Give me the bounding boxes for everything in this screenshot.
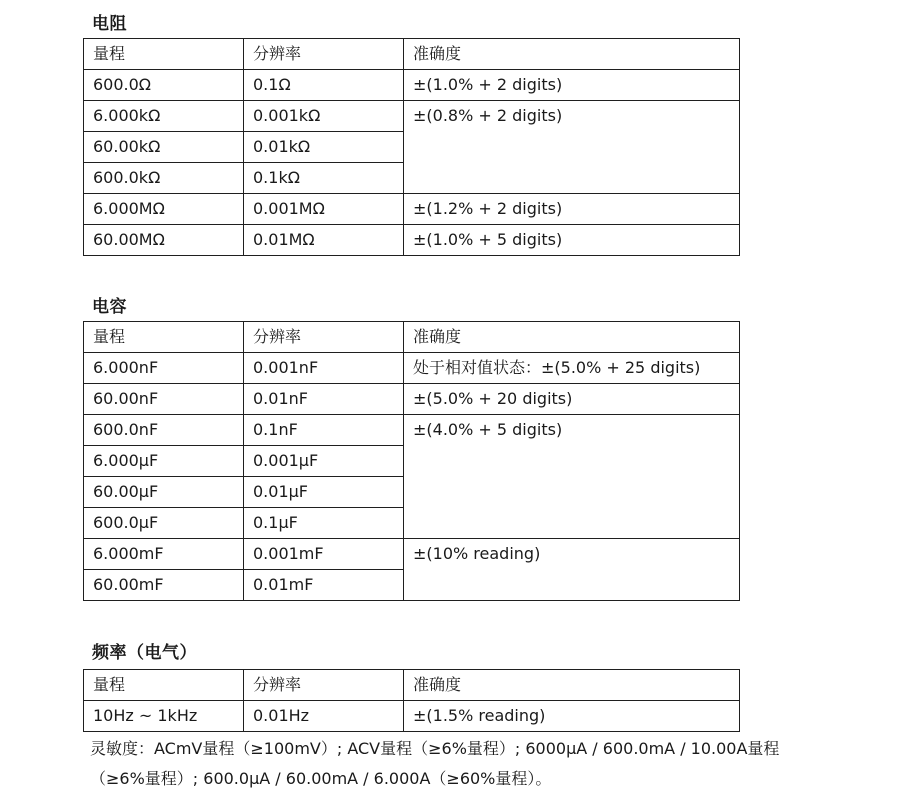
range-cell: 6.000nF xyxy=(84,353,244,384)
header-accuracy: 准确度 xyxy=(404,322,740,353)
table-row xyxy=(84,101,740,132)
table-row xyxy=(84,225,740,256)
accuracy-cell: 处于相对值状态：±(5.0% + 25 digits) xyxy=(404,353,740,384)
resolution-cell: 0.001nF xyxy=(244,353,404,384)
accuracy-cell: ±(5.0% + 20 digits) xyxy=(404,384,740,415)
header-resolution: 分辨率 xyxy=(244,39,404,70)
resolution-cell: 0.01Hz xyxy=(244,701,404,732)
resolution-cell: 0.01nF xyxy=(244,384,404,415)
header-range: 量程 xyxy=(84,670,244,701)
table-row xyxy=(84,415,740,446)
table-row xyxy=(84,194,740,225)
table-row xyxy=(84,384,740,415)
resolution-cell: 0.001MΩ xyxy=(244,194,404,225)
resolution-cell: 0.001mF xyxy=(244,539,404,570)
range-cell: 6.000MΩ xyxy=(84,194,244,225)
range-cell: 6.000kΩ xyxy=(84,101,244,132)
capacitance-table xyxy=(83,321,740,601)
accuracy-cell: ±(10% reading) xyxy=(404,539,740,601)
resolution-cell: 0.001μF xyxy=(244,446,404,477)
resistance-table xyxy=(83,38,740,256)
resistance-section-title: 电阻 xyxy=(92,14,127,34)
accuracy-cell: ±(1.0% + 5 digits) xyxy=(404,225,740,256)
header-accuracy: 准确度 xyxy=(404,670,740,701)
table-row xyxy=(84,70,740,101)
header-range: 量程 xyxy=(84,322,244,353)
range-cell: 600.0Ω xyxy=(84,70,244,101)
frequency-table xyxy=(83,669,740,732)
table-row xyxy=(84,701,740,732)
header-resolution: 分辨率 xyxy=(244,322,404,353)
range-cell: 10Hz ~ 1kHz xyxy=(84,701,244,732)
resolution-cell: 0.001kΩ xyxy=(244,101,404,132)
header-resolution: 分辨率 xyxy=(244,670,404,701)
table-header-row xyxy=(84,670,740,701)
range-cell: 60.00mF xyxy=(84,570,244,601)
capacitance-section-title: 电容 xyxy=(92,297,127,317)
resolution-cell: 0.1kΩ xyxy=(244,163,404,194)
resolution-cell: 0.01μF xyxy=(244,477,404,508)
sensitivity-note-line-2: （≥6%量程）; 600.0μA / 60.00mA / 6.000A（≥60%量程）。 xyxy=(90,769,552,788)
table-header-row xyxy=(84,39,740,70)
resolution-cell: 0.1μF xyxy=(244,508,404,539)
resolution-cell: 0.01kΩ xyxy=(244,132,404,163)
accuracy-cell: ±(1.2% + 2 digits) xyxy=(404,194,740,225)
sensitivity-note-line-1: 灵敏度：ACmV量程（≥100mV）; ACV量程（≥6%量程）; 6000μA / 600.0mA / 10.00A量程 xyxy=(90,739,780,758)
table-header-row xyxy=(84,322,740,353)
accuracy-cell: ±(4.0% + 5 digits) xyxy=(404,415,740,539)
accuracy-cell: ±(1.5% reading) xyxy=(404,701,740,732)
accuracy-cell: ±(1.0% + 2 digits) xyxy=(404,70,740,101)
range-cell: 6.000μF xyxy=(84,446,244,477)
header-accuracy: 准确度 xyxy=(404,39,740,70)
range-cell: 6.000mF xyxy=(84,539,244,570)
range-cell: 600.0nF xyxy=(84,415,244,446)
range-cell: 60.00μF xyxy=(84,477,244,508)
resolution-cell: 0.1Ω xyxy=(244,70,404,101)
range-cell: 60.00nF xyxy=(84,384,244,415)
header-range: 量程 xyxy=(84,39,244,70)
table-row xyxy=(84,353,740,384)
range-cell: 600.0μF xyxy=(84,508,244,539)
table-row xyxy=(84,539,740,570)
range-cell: 60.00MΩ xyxy=(84,225,244,256)
range-cell: 600.0kΩ xyxy=(84,163,244,194)
resolution-cell: 0.01mF xyxy=(244,570,404,601)
accuracy-cell: ±(0.8% + 2 digits) xyxy=(404,101,740,194)
resolution-cell: 0.01MΩ xyxy=(244,225,404,256)
frequency-section-title: 频率（电气） xyxy=(92,643,197,663)
resolution-cell: 0.1nF xyxy=(244,415,404,446)
range-cell: 60.00kΩ xyxy=(84,132,244,163)
